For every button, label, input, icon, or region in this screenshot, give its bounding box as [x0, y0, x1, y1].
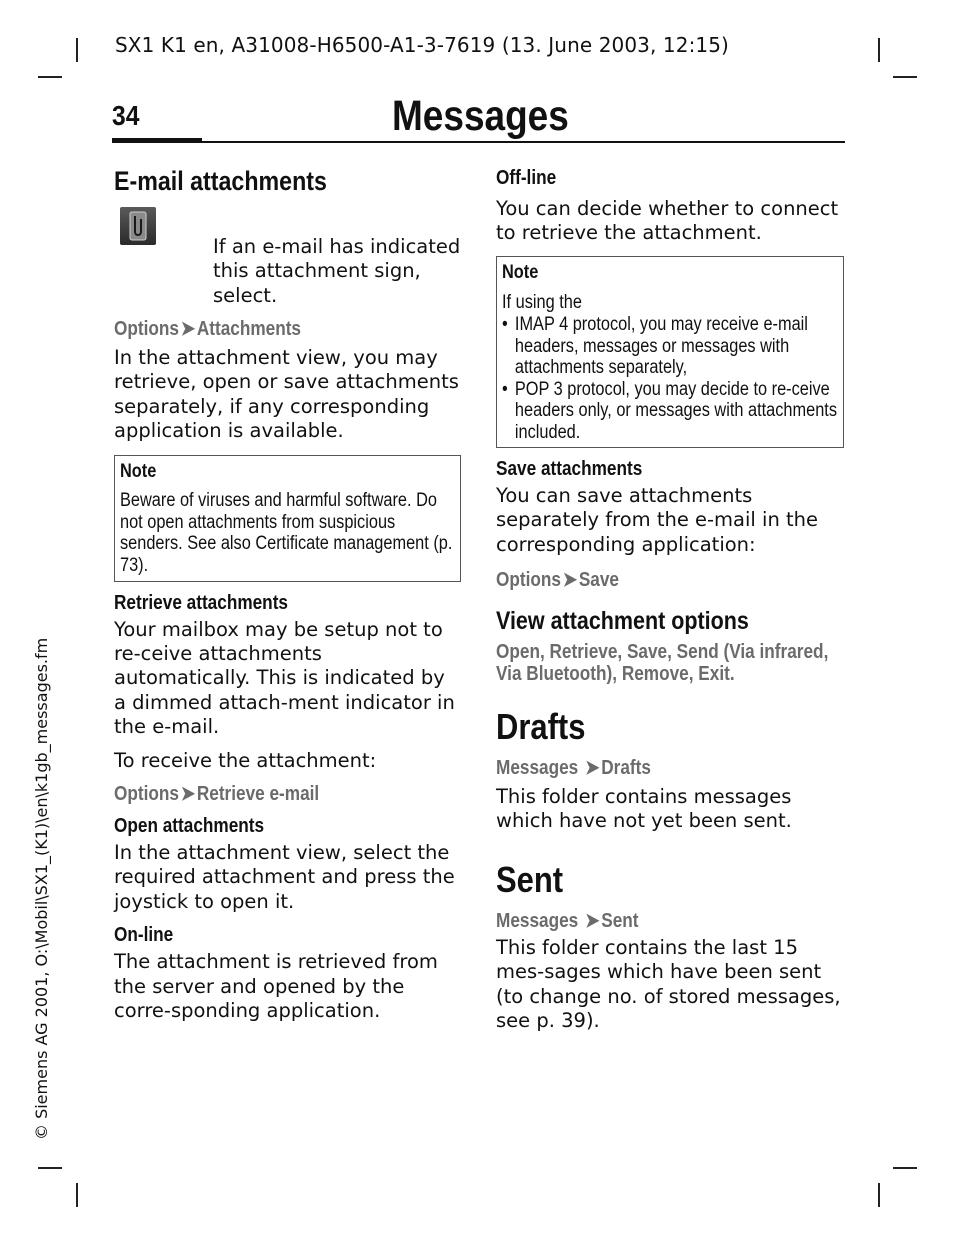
- arrow-right-icon: ➤: [585, 909, 600, 932]
- menu-path-sent: [496, 908, 795, 934]
- crop-mark: [878, 1183, 880, 1207]
- crop-mark: [893, 1167, 917, 1169]
- path-sent: Sent: [601, 909, 639, 932]
- section-heading-email-attachments: E-mail attachments: [114, 166, 327, 196]
- paragraph-save: You can save attachments separately from the e-mail in the corresponding application:: [496, 483, 819, 556]
- path-options: Options: [114, 318, 179, 340]
- note-box-viruses: [114, 455, 461, 582]
- crop-mark: [38, 76, 62, 78]
- paragraph-offline: You can decide whether to connect to retrieve the attachment.: [496, 197, 839, 245]
- left-column: [114, 165, 461, 1024]
- note-box-protocols: [496, 256, 844, 448]
- crop-mark: [38, 1167, 62, 1169]
- arrow-right-icon: ➤: [180, 318, 196, 340]
- document-info: SX1 K1 en, A31008-H6500-A1-3-7619 (13. June 2003, 12:15): [115, 33, 729, 57]
- arrow-right-icon: ➤: [562, 569, 578, 592]
- subheading-online: On-line: [114, 924, 174, 947]
- arrow-right-icon: ➤: [180, 783, 196, 806]
- right-column: [496, 165, 844, 1033]
- crop-mark: [878, 38, 880, 62]
- options-list: [496, 641, 844, 685]
- path-retrieve-email: Retrieve e-mail: [196, 783, 320, 806]
- menu-path-retrieve-email: [114, 781, 412, 807]
- path-options: Options: [496, 569, 561, 592]
- paragraph-online: The attachment is retrieved from the server and opened by the corre-sponding application.: [114, 950, 438, 1023]
- note-list: [502, 314, 837, 444]
- page-title: Messages: [392, 92, 569, 140]
- paragraph-to-receive: To receive the attachment:: [114, 748, 377, 772]
- note-text: Beware of viruses and harmful software. Do not open attachments from suspicious senders. See also Certificate management (p. 73).: [120, 490, 453, 576]
- menu-path-drafts: [496, 755, 795, 781]
- arrow-right-icon: ➤: [585, 757, 600, 780]
- note-intro: If using the: [502, 292, 582, 314]
- note-title: Note: [502, 261, 539, 283]
- subheading-retrieve-attachments: Retrieve attachments: [114, 591, 288, 614]
- path-messages: Messages: [496, 909, 579, 932]
- menu-path-attachments: [114, 316, 412, 342]
- crop-mark: [76, 1183, 78, 1207]
- path-options: Options: [114, 783, 179, 806]
- crop-mark: [76, 38, 78, 62]
- path-messages: Messages: [496, 757, 579, 780]
- path-attachments: Attachments: [196, 318, 302, 340]
- sidebar-file-path: © Siemens AG 2001, O:\Mobil\SX1_(K1)\en\k1gb_messages.fm: [32, 637, 51, 1140]
- paragraph-drafts: This folder contains messages which have not yet been sent.: [496, 785, 792, 833]
- paperclip-icon: [120, 207, 156, 245]
- subheading-save-attachments: Save attachments: [496, 457, 643, 480]
- paragraph-attachment-view: In the attachment view, you may retrieve, open or save attachments separately, if any corresponding application is available.: [114, 346, 459, 443]
- note-title: Note: [120, 460, 157, 482]
- section-heading-drafts: Drafts: [496, 706, 586, 748]
- attachment-sign-text: If an e-mail has indicated this attachment sign, select.: [213, 235, 461, 307]
- paragraph-sent: This folder contains the last 15 mes-sages which have been sent (to change no. of stored messages, see p. 39).: [496, 935, 841, 1033]
- paragraph-open: In the attachment view, select the required attachment and press the joystick to open it.: [114, 841, 455, 913]
- section-heading-view-attachment-options: View attachment options: [496, 607, 749, 636]
- header-rule: [112, 141, 845, 143]
- crop-mark: [893, 76, 917, 78]
- page-number: 34: [112, 100, 140, 131]
- subheading-offline: Off-line: [496, 167, 557, 189]
- path-drafts: Drafts: [601, 757, 651, 780]
- attachment-sign-block: [114, 197, 461, 317]
- paragraph-retrieve: Your mailbox may be setup not to re-ceive attachments automatically. This is indicated by a dimmed attach-ment indicator in the e-mail.: [114, 617, 455, 739]
- section-heading-sent: Sent: [496, 858, 564, 900]
- note-list-item: • IMAP 4 protocol, you may receive e-mail headers, messages or messages with attachments separately,: [502, 314, 837, 379]
- options-list-text: Open, Retrieve, Save, Send (Via infrared, Via Bluetooth), Remove, Exit.: [496, 641, 829, 686]
- path-save: Save: [578, 569, 620, 592]
- subheading-open-attachments: Open attachments: [114, 815, 265, 838]
- note-list-item: • POP 3 protocol, you may decide to re-ceive headers only, or messages with attachments included.: [502, 379, 837, 444]
- menu-path-save: [496, 567, 795, 593]
